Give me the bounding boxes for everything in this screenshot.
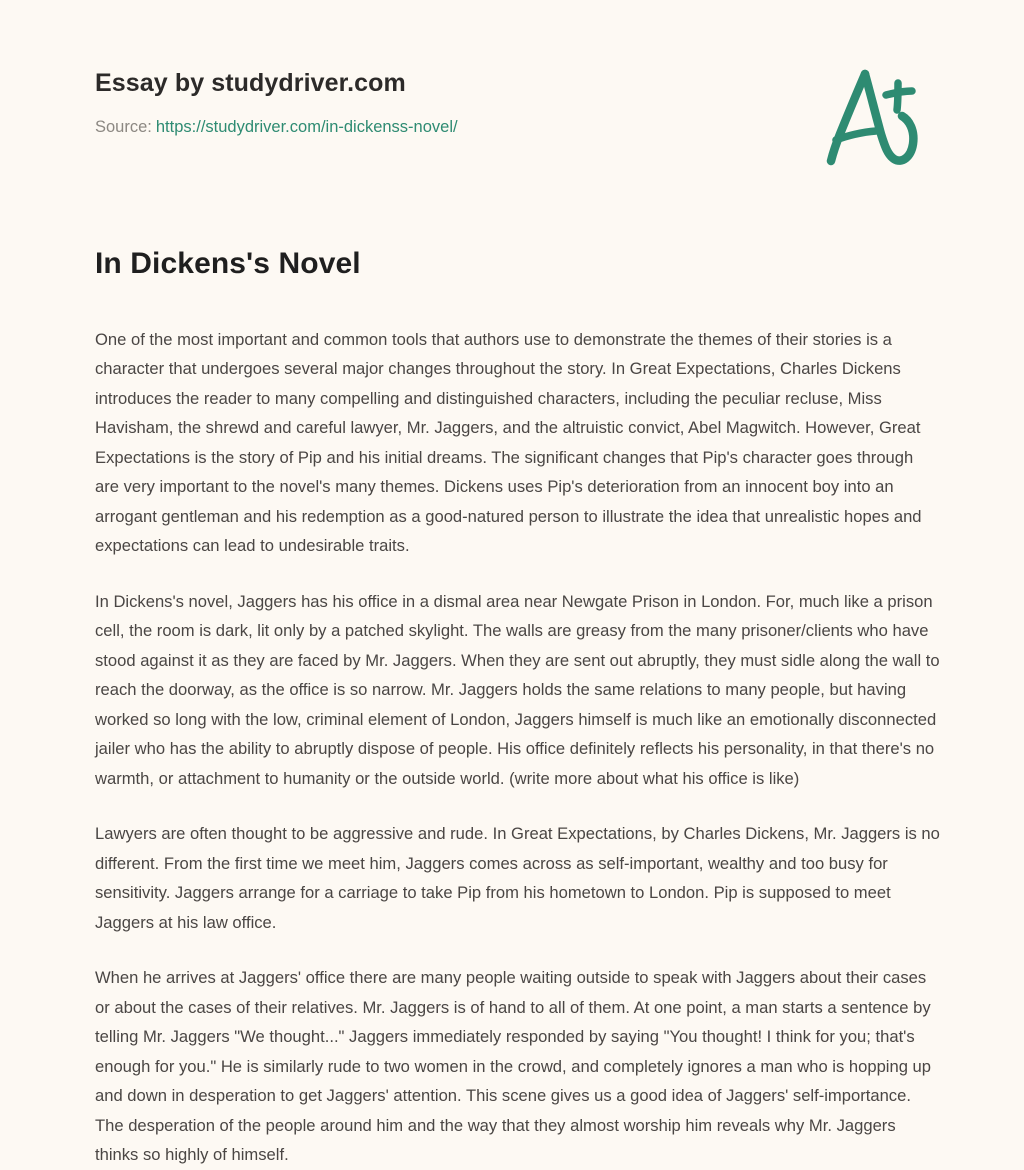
article-body: [95, 325, 940, 1170]
article-paragraph: When he arrives at Jaggers' office there are many people waiting outside to speak with Jaggers about their cases or about the cases of their relatives. Mr. Jaggers is of hand to all of them. At one point, a man starts a sentence by telling Mr. Jaggers "We thought..." Jaggers immediately responded by saying "You thought! I think for you; that's enough for you." He is similarly rude to two women in the crowd, and completely ignores a man who is hopping up and down in desperation to get Jaggers' attention. This scene gives us a good idea of Jaggers' self-importance. The desperation of the people around him and the way that they almost worship him reveals why Mr. Jaggers thinks so highly of himself.: [95, 968, 932, 1164]
article-paragraph: Lawyers are often thought to be aggressive and rude. In Great Expectations, by Charles Dickens, Mr. Jaggers is no different. From the first time we meet him, Jaggers comes across as self-important, wealthy and too busy for sensitivity. Jaggers arrange for a carriage to take Pip from his hometown to London. Pip is supposed to meet Jaggers at his law office.: [95, 824, 940, 932]
source-url-link[interactable]: https://studydriver.com/in-dickenss-novel/: [155, 118, 458, 136]
article: [95, 245, 940, 1170]
article-paragraph: In Dickens's novel, Jaggers has his office in a dismal area near Newgate Prison in London. For, much like a prison cell, the room is dark, lit only by a patched skylight. The walls are greasy from the many prisoner/clients who have stood against it as they are faced by Mr. Jaggers. When they are sent out abruptly, they must sidle along the wall to reach the doorway, as the office is so narrow. Mr. Jaggers holds the same relations to many people, but having worked so long with the low, criminal element of London, Jaggers himself is much like an emotionally disconnected jailer who has the ability to abruptly dispose of people. His office definitely reflects his personality, in that there's no warmth, or attachment to humanity or the outside world. (write more about what his office is like): [95, 591, 940, 788]
page-header: [0, 0, 1024, 200]
source-line: [95, 117, 795, 138]
page-title: In Dickens's Novel: [95, 247, 361, 280]
brand-block: [95, 68, 795, 138]
source-label: Source:: [95, 118, 152, 136]
article-paragraph: One of the most important and common tools that authors use to demonstrate the themes of their stories is a character that undergoes several major changes throughout the story. In Great Expectations, Charles Dickens introduces the reader to many compelling and distinguished characters, including the peculiar recluse, Miss Havisham, the shrewd and careful lawyer, Mr. Jaggers, and the altruistic convict, Abel Magwitch. However, Great Expectations is the story of Pip and his initial dreams. The significant changes that Pip's character goes through are very important to the novel's many themes. Dickens uses Pip's deterioration from an innocent boy into an arrogant gentleman and his redemption as a good-natured person to illustrate the idea that unrealistic hopes and expectations can lead to undesirable traits.: [95, 329, 922, 555]
brand-title: Essay by studydriver.com: [95, 69, 406, 97]
a-plus-logo-icon: [812, 62, 928, 174]
